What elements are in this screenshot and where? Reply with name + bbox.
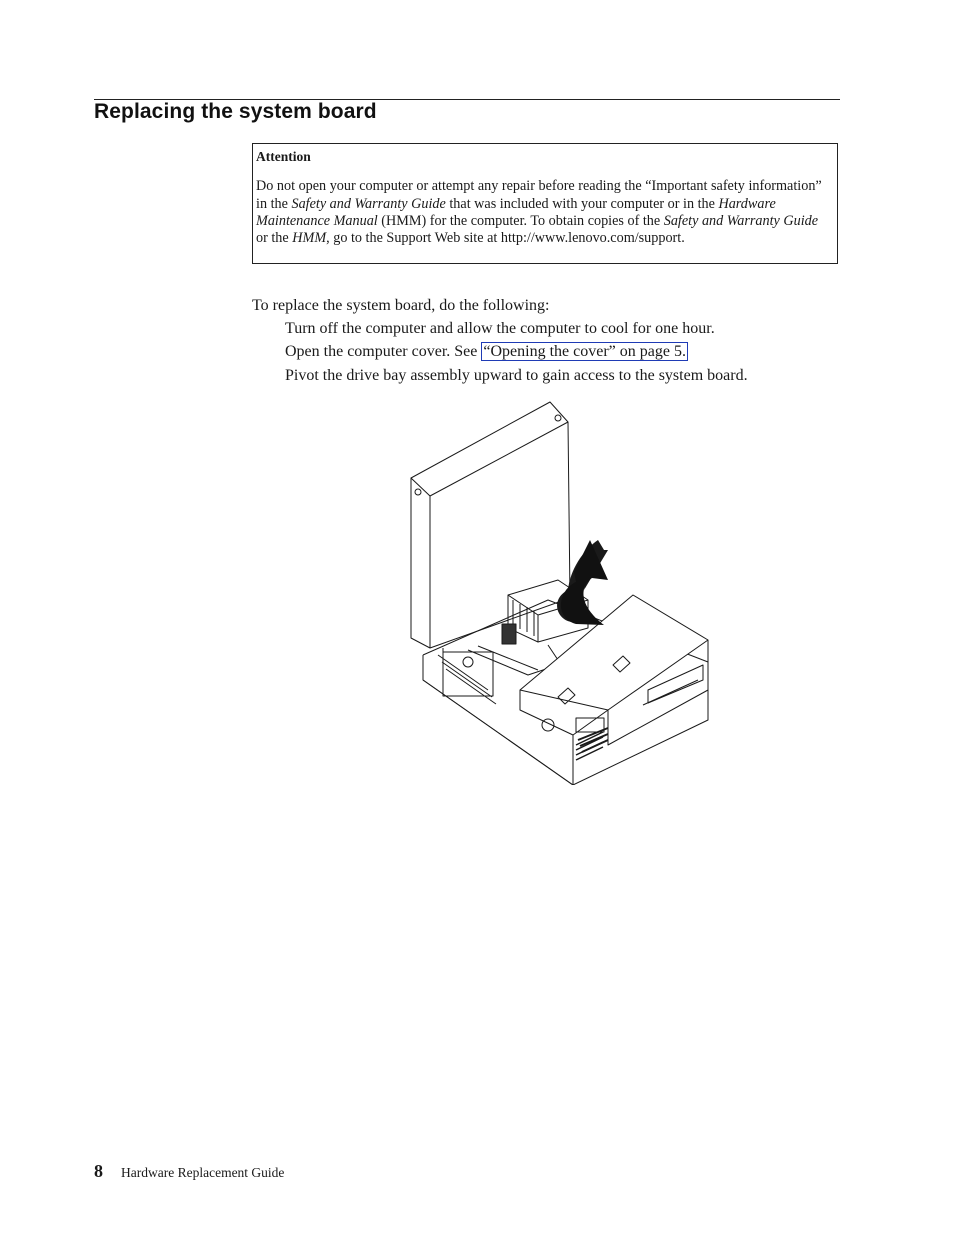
attention-text-1: Do not open your computer or attempt any repair before reading the “Important safety information” in the [256,178,822,212]
drive-bay-pivot-illustration [408,400,716,785]
step-2 [285,343,688,361]
attention-text-3: (HMM) for the computer. To obtain copies of the [377,212,664,229]
attention-title: Attention [256,149,311,164]
procedure-intro: To replace the system board, do the following: [252,297,550,314]
opening-cover-link[interactable]: “Opening the cover” on page 5. [483,343,686,360]
attention-text-5: , go to the Support Web site at http://www.lenovo.com/support. [326,230,685,247]
attention-body [256,178,829,247]
attention-text-2: that was included with your computer or in the [445,195,719,212]
attention-italic-3: Safety and Warranty Guide [663,212,819,229]
attention-text-4: or the [256,230,293,247]
attention-notice [252,143,838,264]
page-number: 8 [94,1161,103,1181]
attention-italic-2: Hardware Maintenance Manual [256,195,776,229]
step-3: Pivot the drive bay assembly upward to gain access to the system board. [285,367,748,384]
section-heading: Replacing the system board [94,100,377,123]
step-1: Turn off the computer and allow the computer to cool for one hour. [285,320,715,337]
attention-italic-1: Safety and Warranty Guide [291,195,446,212]
attention-italic-4: HMM [292,230,327,247]
step-2-text: Open the computer cover. See [285,343,482,360]
footer-doc-title: Hardware Replacement Guide [121,1165,285,1180]
